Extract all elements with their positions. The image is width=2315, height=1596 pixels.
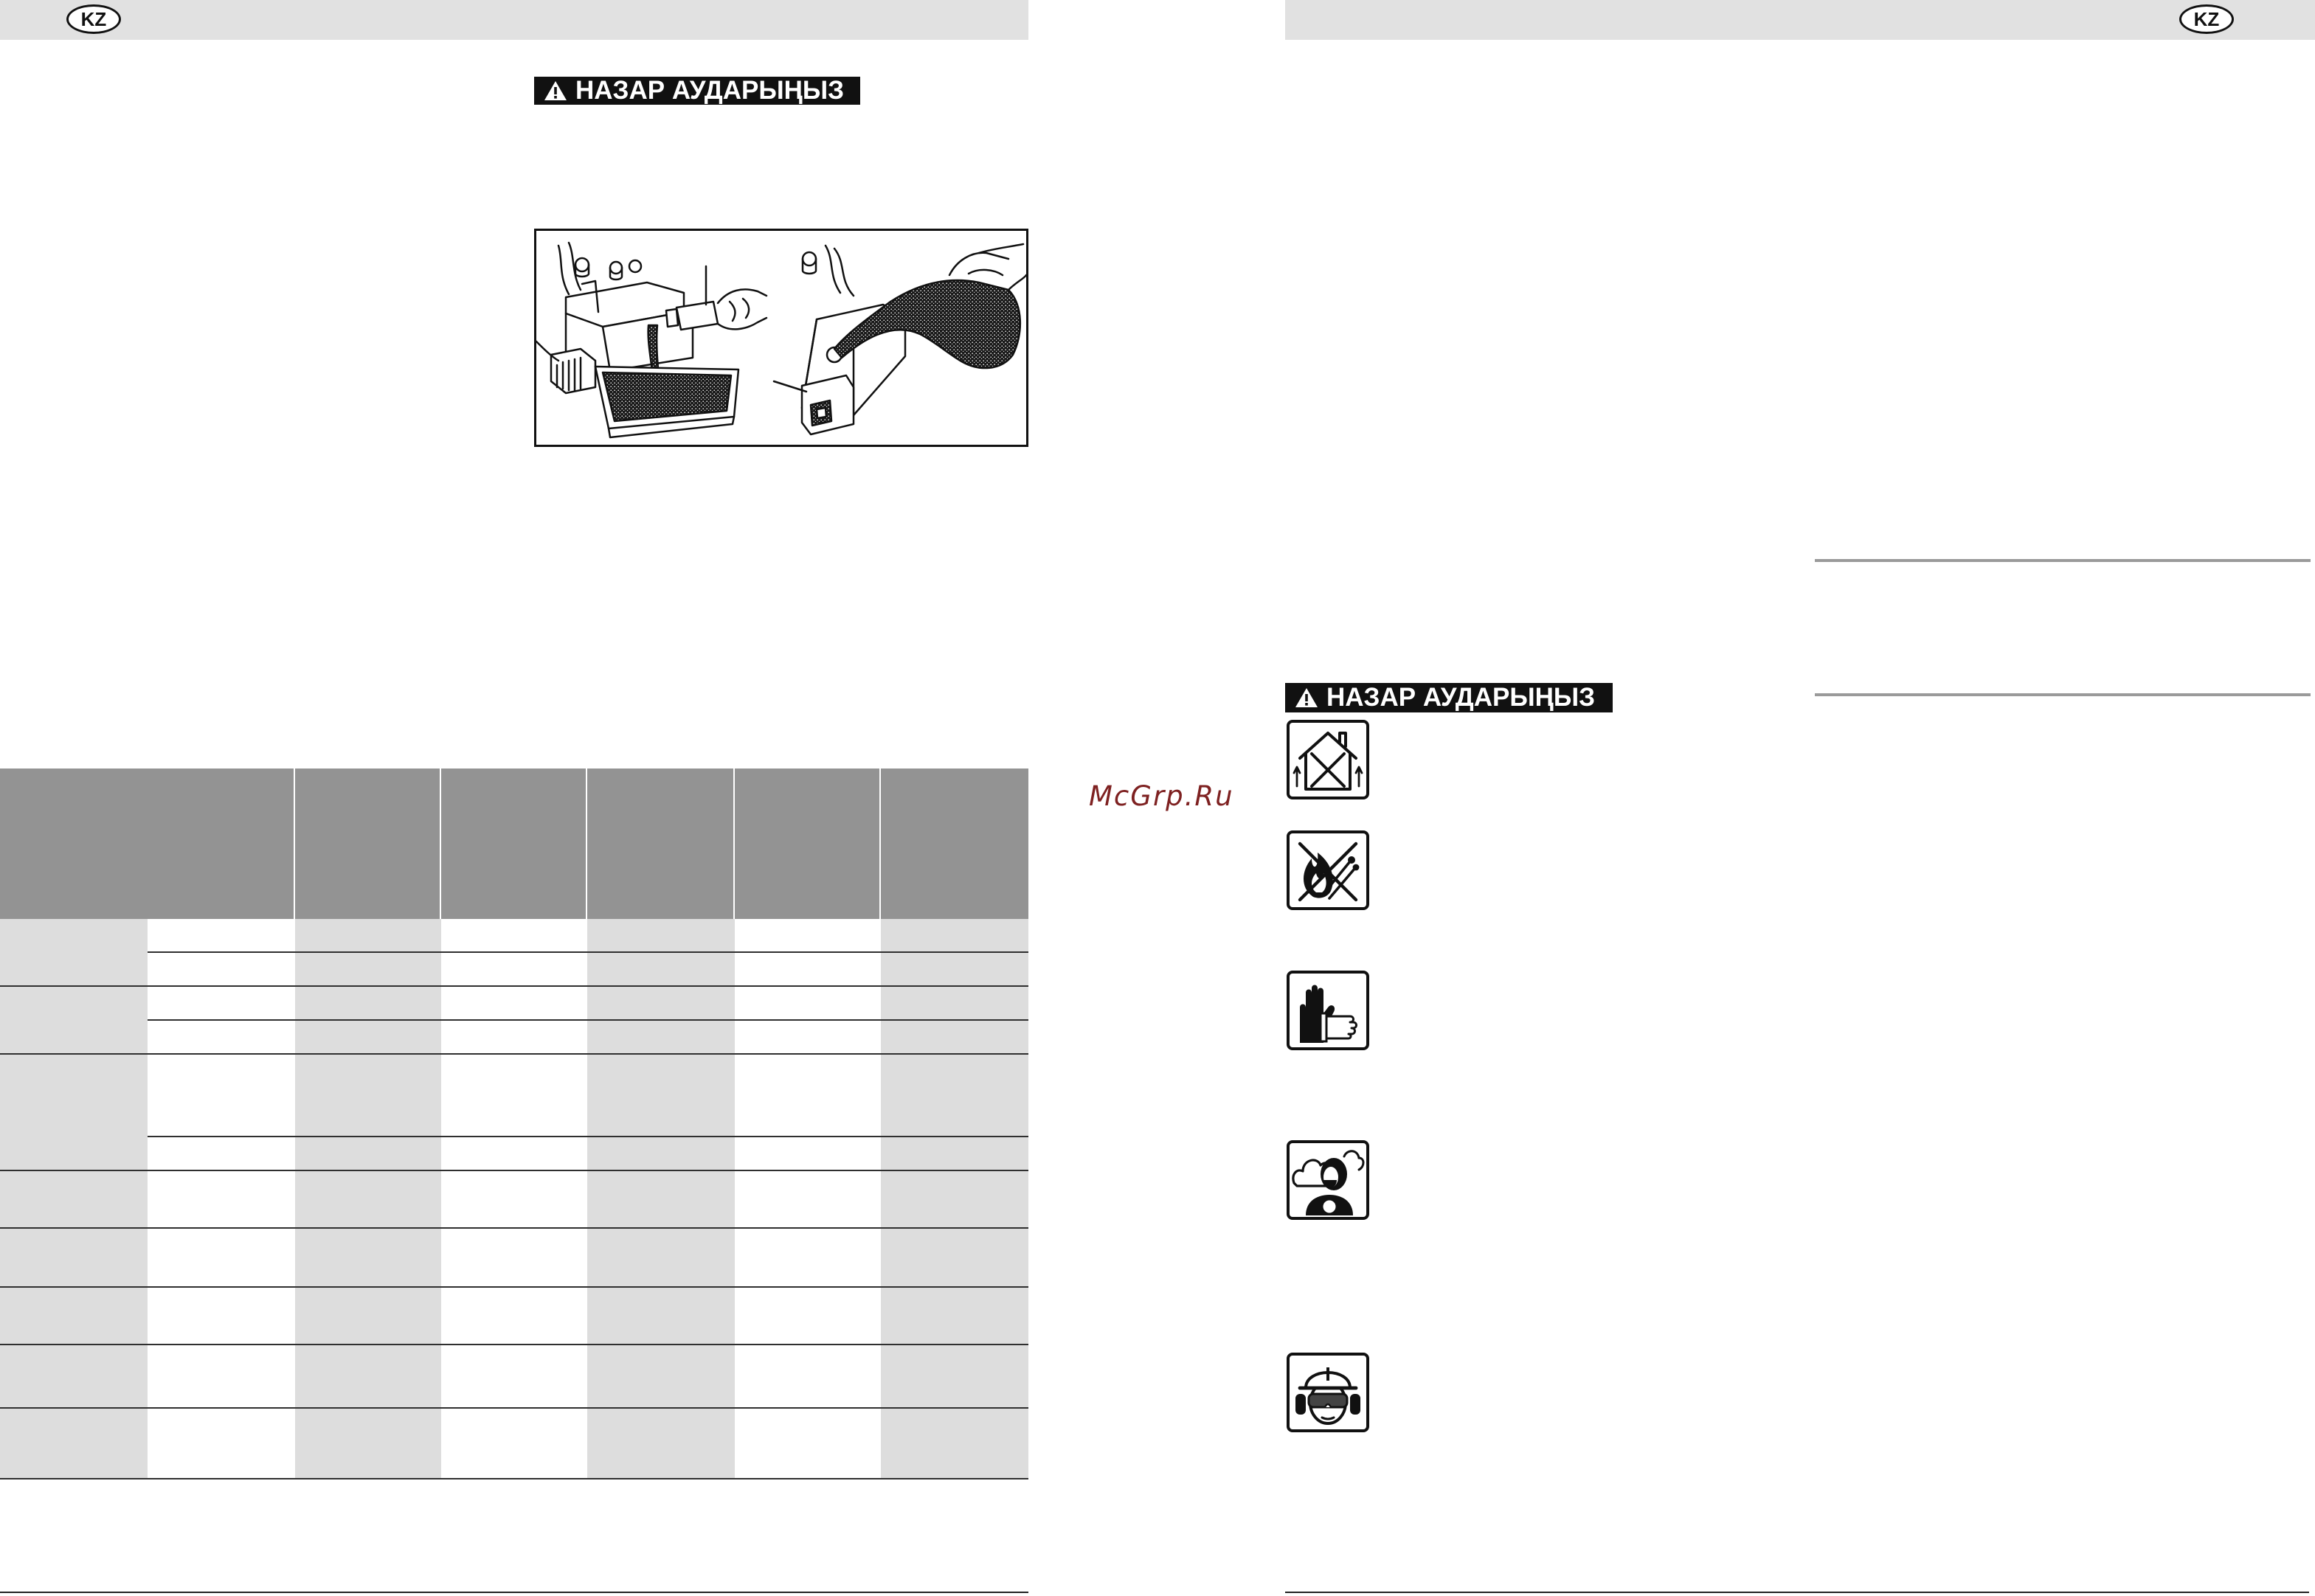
table-cell xyxy=(881,1288,1028,1345)
table-cell xyxy=(148,1288,295,1345)
table-cell xyxy=(881,987,1028,1021)
no-indoor-use-icon xyxy=(1285,718,1371,801)
table-cell xyxy=(295,1345,441,1409)
table-cell xyxy=(881,1345,1028,1409)
table-cell xyxy=(735,1288,881,1345)
table-cell xyxy=(441,919,587,953)
table-cell xyxy=(587,1021,735,1055)
table-cell xyxy=(587,1229,735,1288)
helmet-goggles-ear-protection-icon xyxy=(1285,1351,1371,1434)
table-cell xyxy=(735,919,881,953)
table-cell xyxy=(295,919,441,953)
table-cell xyxy=(587,1171,735,1229)
right-page-footer-rule xyxy=(1285,1592,2309,1593)
oil-change-illustration xyxy=(534,229,1028,447)
table-cell xyxy=(148,987,295,1021)
table-header-cell xyxy=(735,768,881,919)
table-cell xyxy=(735,987,881,1021)
table-cell xyxy=(587,1345,735,1409)
table-cell xyxy=(587,987,735,1021)
section-divider xyxy=(1815,559,2311,562)
table-header-cell xyxy=(0,768,295,919)
table-header-cell xyxy=(587,768,735,919)
language-badge: KZ xyxy=(2179,4,2234,34)
table-cell xyxy=(0,1229,148,1288)
table-cell xyxy=(148,953,295,987)
table-cell xyxy=(441,1171,587,1229)
table-cell xyxy=(295,1021,441,1055)
table-cell xyxy=(148,1021,295,1055)
table-cell xyxy=(0,1345,148,1409)
table-cell xyxy=(0,1288,148,1345)
oil-pan xyxy=(595,367,738,437)
table-cell xyxy=(587,1055,735,1137)
warning-label xyxy=(1285,683,1613,712)
no-open-flame-icon xyxy=(1285,829,1371,912)
protective-gloves-icon xyxy=(1285,969,1371,1052)
table-cell xyxy=(587,919,735,953)
table-cell xyxy=(148,1229,295,1288)
table-cell xyxy=(735,1021,881,1055)
table-header-cell xyxy=(441,768,587,919)
respiratory-protection-icon xyxy=(1285,1139,1371,1221)
table-cell xyxy=(0,919,148,987)
table-cell xyxy=(441,1409,587,1479)
table-cell xyxy=(735,1345,881,1409)
table-cell xyxy=(441,1229,587,1288)
oil-pouring-drawing xyxy=(774,244,1026,434)
table-cell xyxy=(295,953,441,987)
warning-triangle-icon xyxy=(1294,687,1319,709)
warning-text: НАЗАР АУДАРЫҢЫЗ xyxy=(575,77,845,105)
warning-text: НАЗАР АУДАРЫҢЫЗ xyxy=(1326,683,1596,712)
section-divider xyxy=(1815,693,2311,696)
table-cell xyxy=(148,1137,295,1171)
table-cell xyxy=(0,1171,148,1229)
table-cell xyxy=(735,953,881,987)
table-cell xyxy=(295,987,441,1021)
table-cell xyxy=(881,1137,1028,1171)
table-cell xyxy=(881,1409,1028,1479)
table-cell xyxy=(735,1171,881,1229)
language-badge: KZ xyxy=(66,4,121,34)
table-cell xyxy=(735,1055,881,1137)
table-cell xyxy=(441,1021,587,1055)
left-page-footer-rule xyxy=(0,1592,1028,1593)
table-cell xyxy=(881,1055,1028,1137)
table-cell xyxy=(441,1345,587,1409)
table-cell xyxy=(0,1055,148,1171)
table-cell xyxy=(587,1409,735,1479)
table-cell xyxy=(735,1409,881,1479)
table-cell xyxy=(0,987,148,1055)
table-cell xyxy=(735,1229,881,1288)
table-header-cell xyxy=(881,768,1028,919)
warning-label xyxy=(534,77,860,105)
table-cell xyxy=(441,1055,587,1137)
left-page-header xyxy=(0,0,1028,40)
table-cell xyxy=(441,953,587,987)
table-cell xyxy=(441,1137,587,1171)
table-cell xyxy=(441,987,587,1021)
table-cell xyxy=(587,1288,735,1345)
watermark: McGrp.Ru xyxy=(1089,780,1234,812)
table-cell xyxy=(587,953,735,987)
table-cell xyxy=(881,953,1028,987)
table-cell xyxy=(0,1409,148,1479)
table-cell xyxy=(881,1171,1028,1229)
table-header-cell xyxy=(295,768,441,919)
table-cell xyxy=(148,1409,295,1479)
table-cell xyxy=(148,919,295,953)
warning-triangle-icon xyxy=(543,80,568,102)
spec-table xyxy=(0,768,1028,1479)
table-cell xyxy=(148,1171,295,1229)
table-cell xyxy=(881,1021,1028,1055)
table-cell xyxy=(295,1055,441,1137)
table-cell xyxy=(587,1137,735,1171)
table-cell xyxy=(441,1288,587,1345)
table-cell xyxy=(295,1288,441,1345)
table-cell xyxy=(295,1137,441,1171)
table-cell xyxy=(295,1171,441,1229)
table-cell xyxy=(148,1345,295,1409)
table-cell xyxy=(295,1409,441,1479)
table-cell xyxy=(881,919,1028,953)
table-cell xyxy=(735,1137,881,1171)
right-page-header xyxy=(1285,0,2315,40)
table-cell xyxy=(148,1055,295,1137)
table-cell xyxy=(295,1229,441,1288)
table-cell xyxy=(881,1229,1028,1288)
